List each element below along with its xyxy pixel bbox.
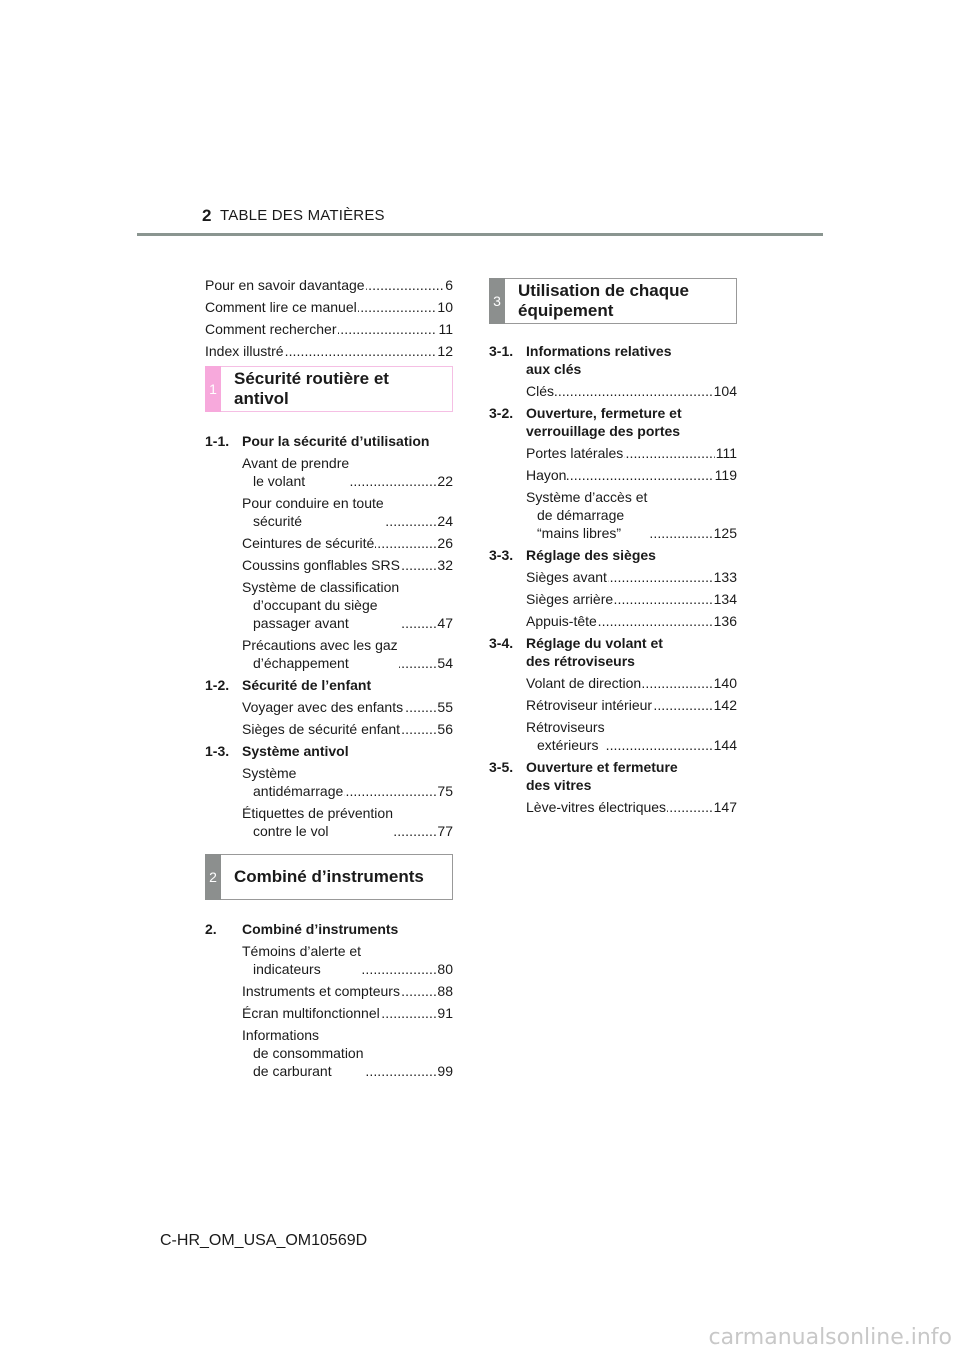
category-heading[interactable] (489, 342, 737, 378)
toc-entry[interactable] (526, 718, 737, 754)
category-title: Réglage du volant et des rétroviseurs (526, 635, 663, 669)
toc-entry-page: 119 (714, 467, 737, 483)
toc-entry[interactable] (205, 320, 453, 338)
toc-entry[interactable] (242, 556, 453, 574)
category-number: 1-2. (205, 677, 230, 693)
toc-entry-label: Précautions avec les gaz d’échappement (242, 637, 398, 671)
toc-entry-label: Comment rechercher (205, 321, 337, 337)
category-heading[interactable] (489, 634, 737, 670)
toc-entry-page: 80 (437, 961, 453, 977)
toc-entry-label: Système de classification d’occupant du siège passager avant (242, 579, 400, 631)
toc-entry-label: Hayon (526, 467, 567, 483)
toc-entry-label: Clés (526, 383, 555, 399)
toc-entry[interactable] (242, 942, 453, 978)
category-heading[interactable] (489, 546, 737, 564)
toc-entry[interactable] (526, 798, 737, 816)
toc-entry-label: Sièges avant (526, 569, 607, 585)
section-number-tab: 3 (489, 278, 505, 324)
toc-entry-page: 142 (713, 697, 737, 713)
toc-entry-label: Pour en savoir davantage (205, 277, 365, 293)
toc-entry-label: Portes latérales (526, 445, 624, 461)
category-title: Système antivol (242, 743, 349, 759)
toc-entry[interactable] (526, 382, 737, 400)
toc-entry-label: Système d’accès et de démarrage “mains libres” (526, 489, 648, 541)
category-number: 2. (205, 921, 217, 937)
category-number: 3-1. (489, 343, 514, 359)
toc-entry[interactable] (526, 590, 737, 608)
toc-entry-label: Rétroviseur intérieur (526, 697, 653, 713)
toc-entry-label: Sièges arrière (526, 591, 614, 607)
toc-entry-page: 91 (437, 1005, 453, 1021)
section-title: Sécurité routière et antivol (234, 369, 389, 408)
category-number: 1-3. (205, 743, 230, 759)
toc-entry-page: 32 (437, 557, 453, 573)
toc-entry[interactable] (242, 454, 453, 490)
toc-entry-page: 125 (713, 525, 737, 541)
toc-entry[interactable] (242, 1004, 453, 1022)
toc-entry-page: 22 (437, 473, 453, 489)
toc-entry-page: 6 (445, 277, 453, 293)
toc-entry[interactable] (242, 764, 453, 800)
toc-entry-page: 77 (437, 823, 453, 839)
watermark: carmanualsonline.info (708, 1325, 952, 1350)
toc-entry[interactable] (242, 636, 453, 672)
toc-entry-label: Comment lire ce manuel (205, 299, 357, 315)
toc-entry-page: 55 (437, 699, 453, 715)
toc-entry-page: 47 (437, 615, 453, 631)
toc-entry[interactable] (526, 466, 737, 484)
toc-entry[interactable] (242, 720, 453, 738)
toc-entry-page: 147 (713, 799, 737, 815)
toc-entry-label: Pour conduire en toute sécurité (242, 495, 384, 529)
section-title: Combiné d’instruments (234, 867, 424, 886)
category-heading[interactable] (205, 432, 453, 450)
toc-entry-page: 88 (437, 983, 453, 999)
page-title: TABLE DES MATIÈRES (220, 207, 385, 224)
toc-entry[interactable] (242, 1026, 453, 1080)
toc-entry-page: 136 (713, 613, 737, 629)
toc-entry[interactable] (526, 674, 737, 692)
toc-entry-page: 54 (437, 655, 453, 671)
toc-entry-label: Informations de consommation de carburant (242, 1027, 364, 1079)
toc-entry[interactable] (242, 534, 453, 552)
toc-entry-page: 75 (437, 783, 453, 799)
toc-entry-page: 134 (713, 591, 737, 607)
toc-entry-label: Instruments et compteurs (242, 983, 400, 999)
toc-entry-label: Lève-vitres électriques (526, 799, 667, 815)
toc-entry-label: Système antidémarrage (242, 765, 344, 799)
toc-entry[interactable] (526, 696, 737, 714)
header-divider (137, 233, 823, 236)
category-title: Sécurité de l’enfant (242, 677, 372, 693)
toc-entry-label: Sièges de sécurité enfant (242, 721, 400, 737)
toc-entry-page: 111 (715, 445, 737, 461)
section-title: Utilisation de chaque équipement (518, 281, 689, 320)
toc-entry-page: 140 (713, 675, 737, 691)
toc-entry[interactable] (242, 494, 453, 530)
category-title: Informations relatives aux clés (526, 343, 672, 377)
toc-entry-label: Ceintures de sécurité (242, 535, 375, 551)
toc-entry-label: Voyager avec des enfants (242, 699, 404, 715)
toc-entry-label: Appuis-tête (526, 613, 597, 629)
category-number: 3-5. (489, 759, 514, 775)
toc-entry-page: 11 (438, 321, 453, 337)
category-heading[interactable] (489, 404, 737, 440)
category-number: 3-3. (489, 547, 514, 563)
category-heading[interactable] (489, 758, 737, 794)
toc-entry-page: 26 (437, 535, 453, 551)
section-number-tab: 2 (205, 854, 221, 900)
toc-entry[interactable] (526, 488, 737, 542)
toc-entry-page: 12 (437, 343, 453, 359)
toc-entry-label: Volant de direction (526, 675, 642, 691)
toc-entry-label: Index illustré (205, 343, 284, 359)
toc-entry[interactable] (242, 982, 453, 1000)
toc-entry-label: Rétroviseurs extérieurs (526, 719, 605, 753)
toc-entry-page: 104 (713, 383, 737, 399)
toc-entry-page: 133 (713, 569, 737, 585)
category-number: 1-1. (205, 433, 230, 449)
category-title: Combiné d’instruments (242, 921, 399, 937)
toc-entry-label: Avant de prendre le volant (242, 455, 350, 489)
section-number-tab: 1 (205, 366, 221, 412)
toc-entry[interactable] (205, 298, 453, 316)
toc-entry-page: 10 (437, 299, 453, 315)
dot-leader (526, 382, 737, 400)
toc-entry[interactable] (205, 342, 453, 360)
toc-entry-label: Témoins d’alerte et indicateurs (242, 943, 362, 977)
toc-entry-label: Coussins gonflables SRS (242, 557, 400, 573)
document-code: C-HR_OM_USA_OM10569D (160, 1232, 368, 1249)
toc-entry[interactable] (526, 568, 737, 586)
category-heading[interactable] (205, 676, 453, 694)
toc-left-column (205, 276, 453, 1084)
category-heading[interactable] (205, 742, 453, 760)
section-header-2[interactable] (205, 854, 453, 900)
toc-entry-page: 144 (713, 737, 737, 753)
page-header (0, 0, 960, 240)
toc-entry[interactable] (242, 698, 453, 716)
toc-entry[interactable] (526, 612, 737, 630)
category-title: Ouverture, fermeture et verrouillage des portes (526, 405, 682, 439)
toc-entry-label: Écran multifonctionnel (242, 1005, 380, 1021)
section-header-1[interactable] (205, 366, 453, 412)
toc-entry[interactable] (242, 578, 453, 632)
category-title: Pour la sécurité d’utilisation (242, 433, 430, 449)
category-title: Réglage des sièges (526, 547, 656, 563)
toc-entry[interactable] (242, 804, 453, 840)
toc-entry-page: 56 (437, 721, 453, 737)
section-header-3[interactable] (489, 278, 737, 324)
category-number: 3-4. (489, 635, 514, 651)
toc-entry-page: 99 (437, 1063, 453, 1079)
page-number: 2 (202, 206, 212, 225)
toc-right-column (489, 278, 737, 820)
category-title: Ouverture et fermeture des vitres (526, 759, 678, 793)
toc-entry[interactable] (205, 276, 453, 294)
toc-entry[interactable] (526, 444, 737, 462)
toc-entry-page: 24 (437, 513, 453, 529)
toc-entry-label: Étiquettes de prévention contre le vol (242, 805, 393, 839)
category-heading[interactable] (205, 920, 453, 938)
category-number: 3-2. (489, 405, 514, 421)
